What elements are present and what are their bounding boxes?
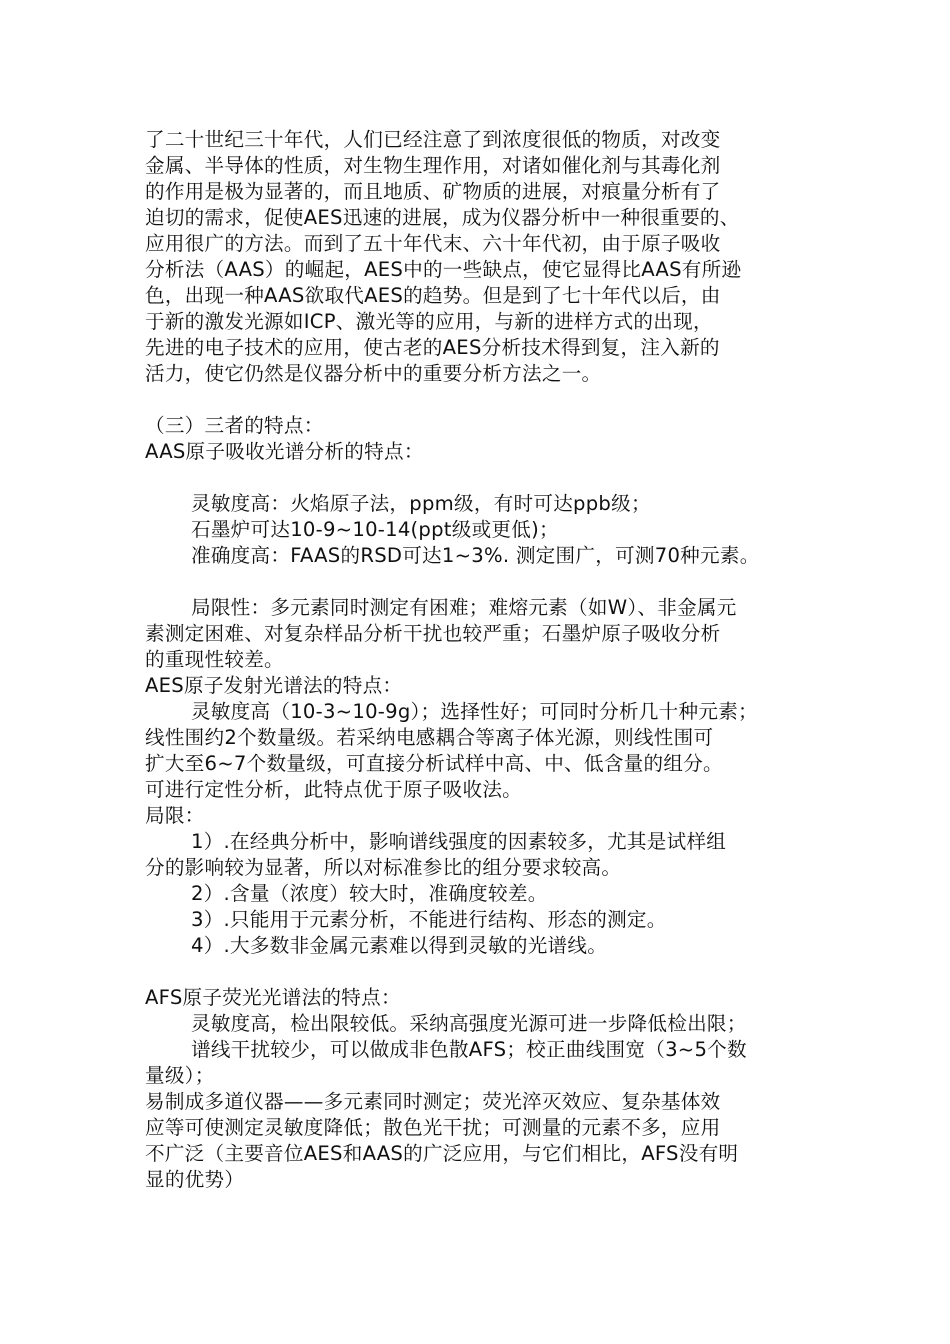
section-heading: （三）三者的特点：	[145, 414, 324, 437]
text-line: 显的优势）	[145, 1168, 245, 1191]
text-line: 先进的电子技术的应用，使古老的AES分析技术得到复，注入新的	[145, 336, 720, 359]
text-line: 灵敏度高：火焰原子法，ppm级，有时可达ppb级；	[191, 492, 651, 515]
text-line: 迫切的需求，促使AES迅速的进展，成为仪器分析中一种很重要的、	[145, 206, 740, 229]
text-line: 不广泛（主要音位AES和AAS的广泛应用，与它们相比，AFS没有明	[145, 1142, 739, 1165]
text-line: 金属、半导体的性质，对生物生理作用，对诸如催化剂与其毒化剂	[145, 154, 721, 177]
text-line: 应用很广的方法。而到了五十年代末、六十年代初，由于原子吸收	[145, 232, 721, 255]
list-item: 4）.大多数非金属元素难以得到灵敏的光谱线。	[191, 934, 608, 957]
text-line: 石墨炉可达10-9~10-14(ppt级或更低)；	[191, 518, 559, 541]
list-item: 3）.只能用于元素分析，不能进行结构、形态的测定。	[191, 908, 667, 931]
text-line: 了二十世纪三十年代，人们已经注意了到浓度很低的物质，对改变	[145, 128, 721, 151]
list-item: 1）.在经典分析中，影响谱线强度的因素较多，尤其是试样组	[191, 830, 727, 853]
text-line: 可进行定性分析，此特点优于原子吸收法。	[145, 778, 523, 801]
text-line: 灵敏度高，检出限较低。采纳高强度光源可进一步降低检出限；	[191, 1012, 747, 1035]
text-line: 灵敏度高（10-3~10-9g）；选择性好；可同时分析几十种元素；	[191, 700, 758, 723]
subsection-heading-aas: AAS原子吸收光谱分析的特点：	[145, 440, 424, 463]
text-line: 局限性：多元素同时测定有困难；难熔元素（如W）、非金属元	[191, 596, 737, 619]
text-line: 线性围约2个数量级。若采纳电感耦合等离子体光源，则线性围可	[145, 726, 714, 749]
text-line: 分析法（AAS）的崛起，AES中的一些缺点，使它显得比AAS有所逊	[145, 258, 742, 281]
text-line: 分的影响较为显著，所以对标准参比的组分要求较高。	[145, 856, 622, 879]
text-line: 量级）；	[145, 1064, 215, 1087]
subsection-heading-aes: AES原子发射光谱法的特点：	[145, 674, 403, 697]
list-item: 2）.含量（浓度）较大时，准确度较差。	[191, 882, 548, 905]
text-line: 易制成多道仪器——多元素同时测定；荧光淬灭效应、复杂基体效	[145, 1090, 721, 1113]
text-line: 于新的激发光源如ICP、激光等的应用，与新的进样方式的出现，	[145, 310, 713, 333]
text-line: 素测定困难、对复杂样品分析干扰也较严重；石墨炉原子吸收分析	[145, 622, 721, 645]
text-line: 的作用是极为显著的，而且地质、矿物质的进展，对痕量分析有了	[145, 180, 721, 203]
text-line: 应等可使测定灵敏度降低；散色光干扰；可测量的元素不多，应用	[145, 1116, 721, 1139]
text-line: 色，出现一种AAS欲取代AES的趋势。但是到了七十年代以后，由	[145, 284, 721, 307]
text-line: 准确度高：FAAS的RSD可达1~3%. 测定围广，可测70种元素。	[191, 544, 760, 567]
text-line: 局限：	[145, 804, 205, 827]
text-line: 谱线干扰较少，可以做成非色散AFS；校正曲线围宽（3~5个数	[191, 1038, 747, 1061]
subsection-heading-afs: AFS原子荧光光谱法的特点：	[145, 986, 401, 1009]
text-line: 活力，使它仍然是仪器分析中的重要分析方法之一。	[145, 362, 602, 385]
text-line: 的重现性较差。	[145, 648, 284, 671]
text-line: 扩大至6~7个数量级，可直接分析试样中高、中、低含量的组分。	[145, 752, 723, 775]
